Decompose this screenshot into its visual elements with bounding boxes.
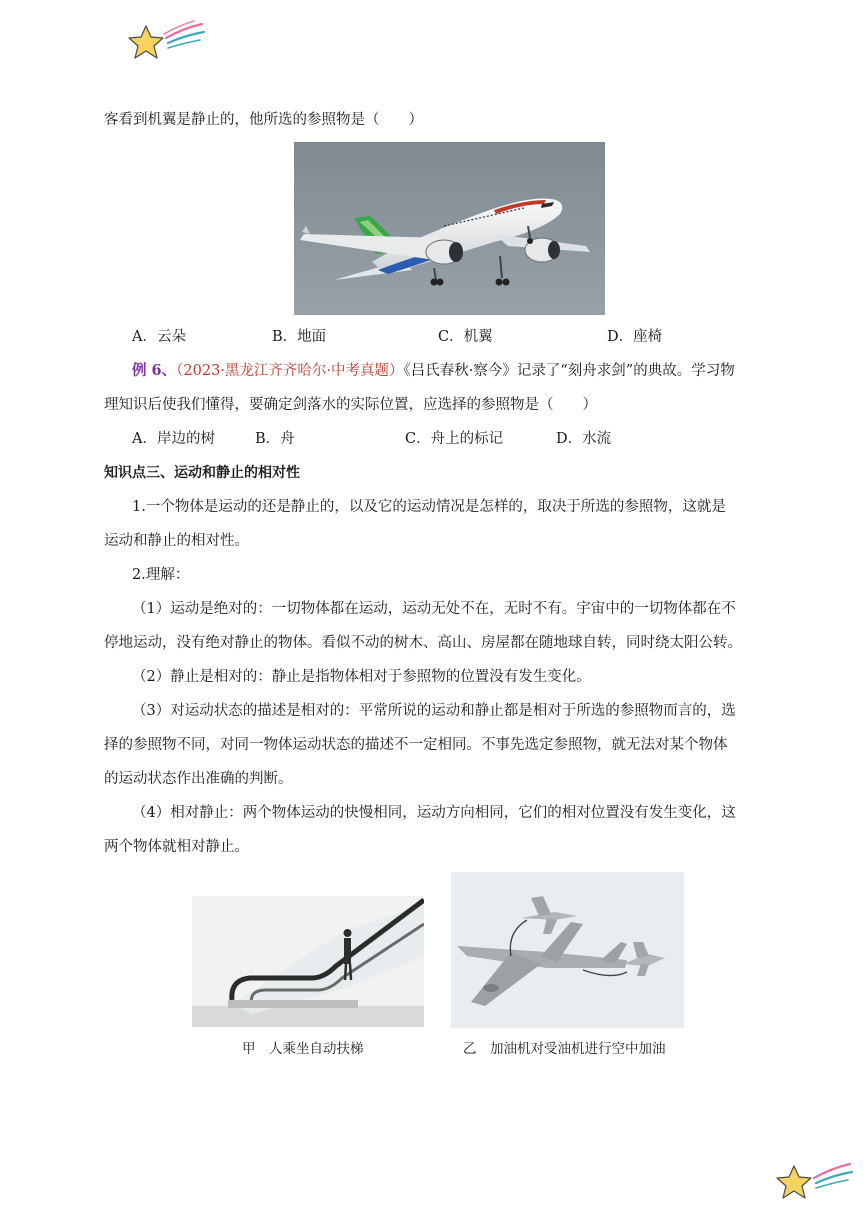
para3-line1: （1）运动是绝对的：一切物体都在运动，运动无处不在，无时不有。宇宙中的一切物体都在不	[132, 601, 736, 617]
ex6-option-c: C．舟上的标记	[405, 431, 504, 447]
para3-line2: 停地运动，没有绝对静止的物体。看似不动的树木、高山、房屋都在随地球自转，同时绕太阳公转。	[104, 635, 742, 651]
ex6-option-d: D．水流	[556, 431, 612, 447]
para2: 2.理解：	[132, 567, 190, 583]
caption-escalator: 甲 人乘坐自动扶梯	[242, 1041, 364, 1057]
para5-line2: 择的参照物不同，对同一物体运动状态的描述不一定相同。不事先选定参照物，就无法对某个物体	[104, 737, 728, 753]
q5-option-d: D．座椅	[607, 329, 663, 345]
q5-option-c: C．机翼	[438, 329, 493, 345]
star-decoration-bottom-icon	[776, 1158, 856, 1202]
example6-text-1: 《吕氏春秋·察今》记录了“刻舟求剑”的典故。学习物	[403, 363, 735, 379]
airplane-photo	[294, 142, 605, 315]
example6-source: （2023·黑龙江齐齐哈尔·中考真题）	[176, 363, 404, 379]
question-intro-line: 客看到机翼是静止的，他所选的参照物是（ ）	[104, 112, 423, 128]
star-decoration-icon	[126, 18, 206, 64]
q5-option-a: A．云朵	[132, 329, 186, 345]
ex6-option-a: A．岸边的树	[132, 431, 215, 447]
q5-option-b: B．地面	[272, 329, 327, 345]
para5-line3: 的运动状态作出准确的判断。	[104, 771, 293, 787]
para5-line1: （3）对运动状态的描述是相对的：平常所说的运动和静止都是相对于所选的参照物而言的，选	[132, 703, 736, 719]
ex6-option-b: B．舟	[255, 431, 295, 447]
escalator-photo	[192, 896, 424, 1027]
example6-line1	[132, 361, 735, 381]
para6-line1: （4）相对静止：两个物体运动的快慢相同，运动方向相同，它们的相对位置没有发生变化，这	[132, 805, 736, 821]
para1-line2: 运动和静止的相对性。	[104, 533, 249, 549]
para6-line2: 两个物体就相对静止。	[104, 839, 249, 855]
example6-label: 例 6、	[132, 362, 177, 379]
para4: （2）静止是相对的：静止是指物体相对于参照物的位置没有发生变化。	[132, 669, 591, 685]
caption-refueling: 乙 加油机对受油机进行空中加油	[463, 1041, 666, 1057]
example6-line2: 理知识后使我们懂得，要确定剑落水的实际位置，应选择的参照物是（ ）	[104, 397, 597, 413]
para1-line1: 1.一个物体是运动的还是静止的，以及它的运动情况是怎样的，取决于所选的参照物，这就是	[132, 499, 726, 515]
section-heading: 知识点三、运动和静止的相对性	[104, 465, 300, 481]
air-refueling-photo	[451, 872, 684, 1028]
